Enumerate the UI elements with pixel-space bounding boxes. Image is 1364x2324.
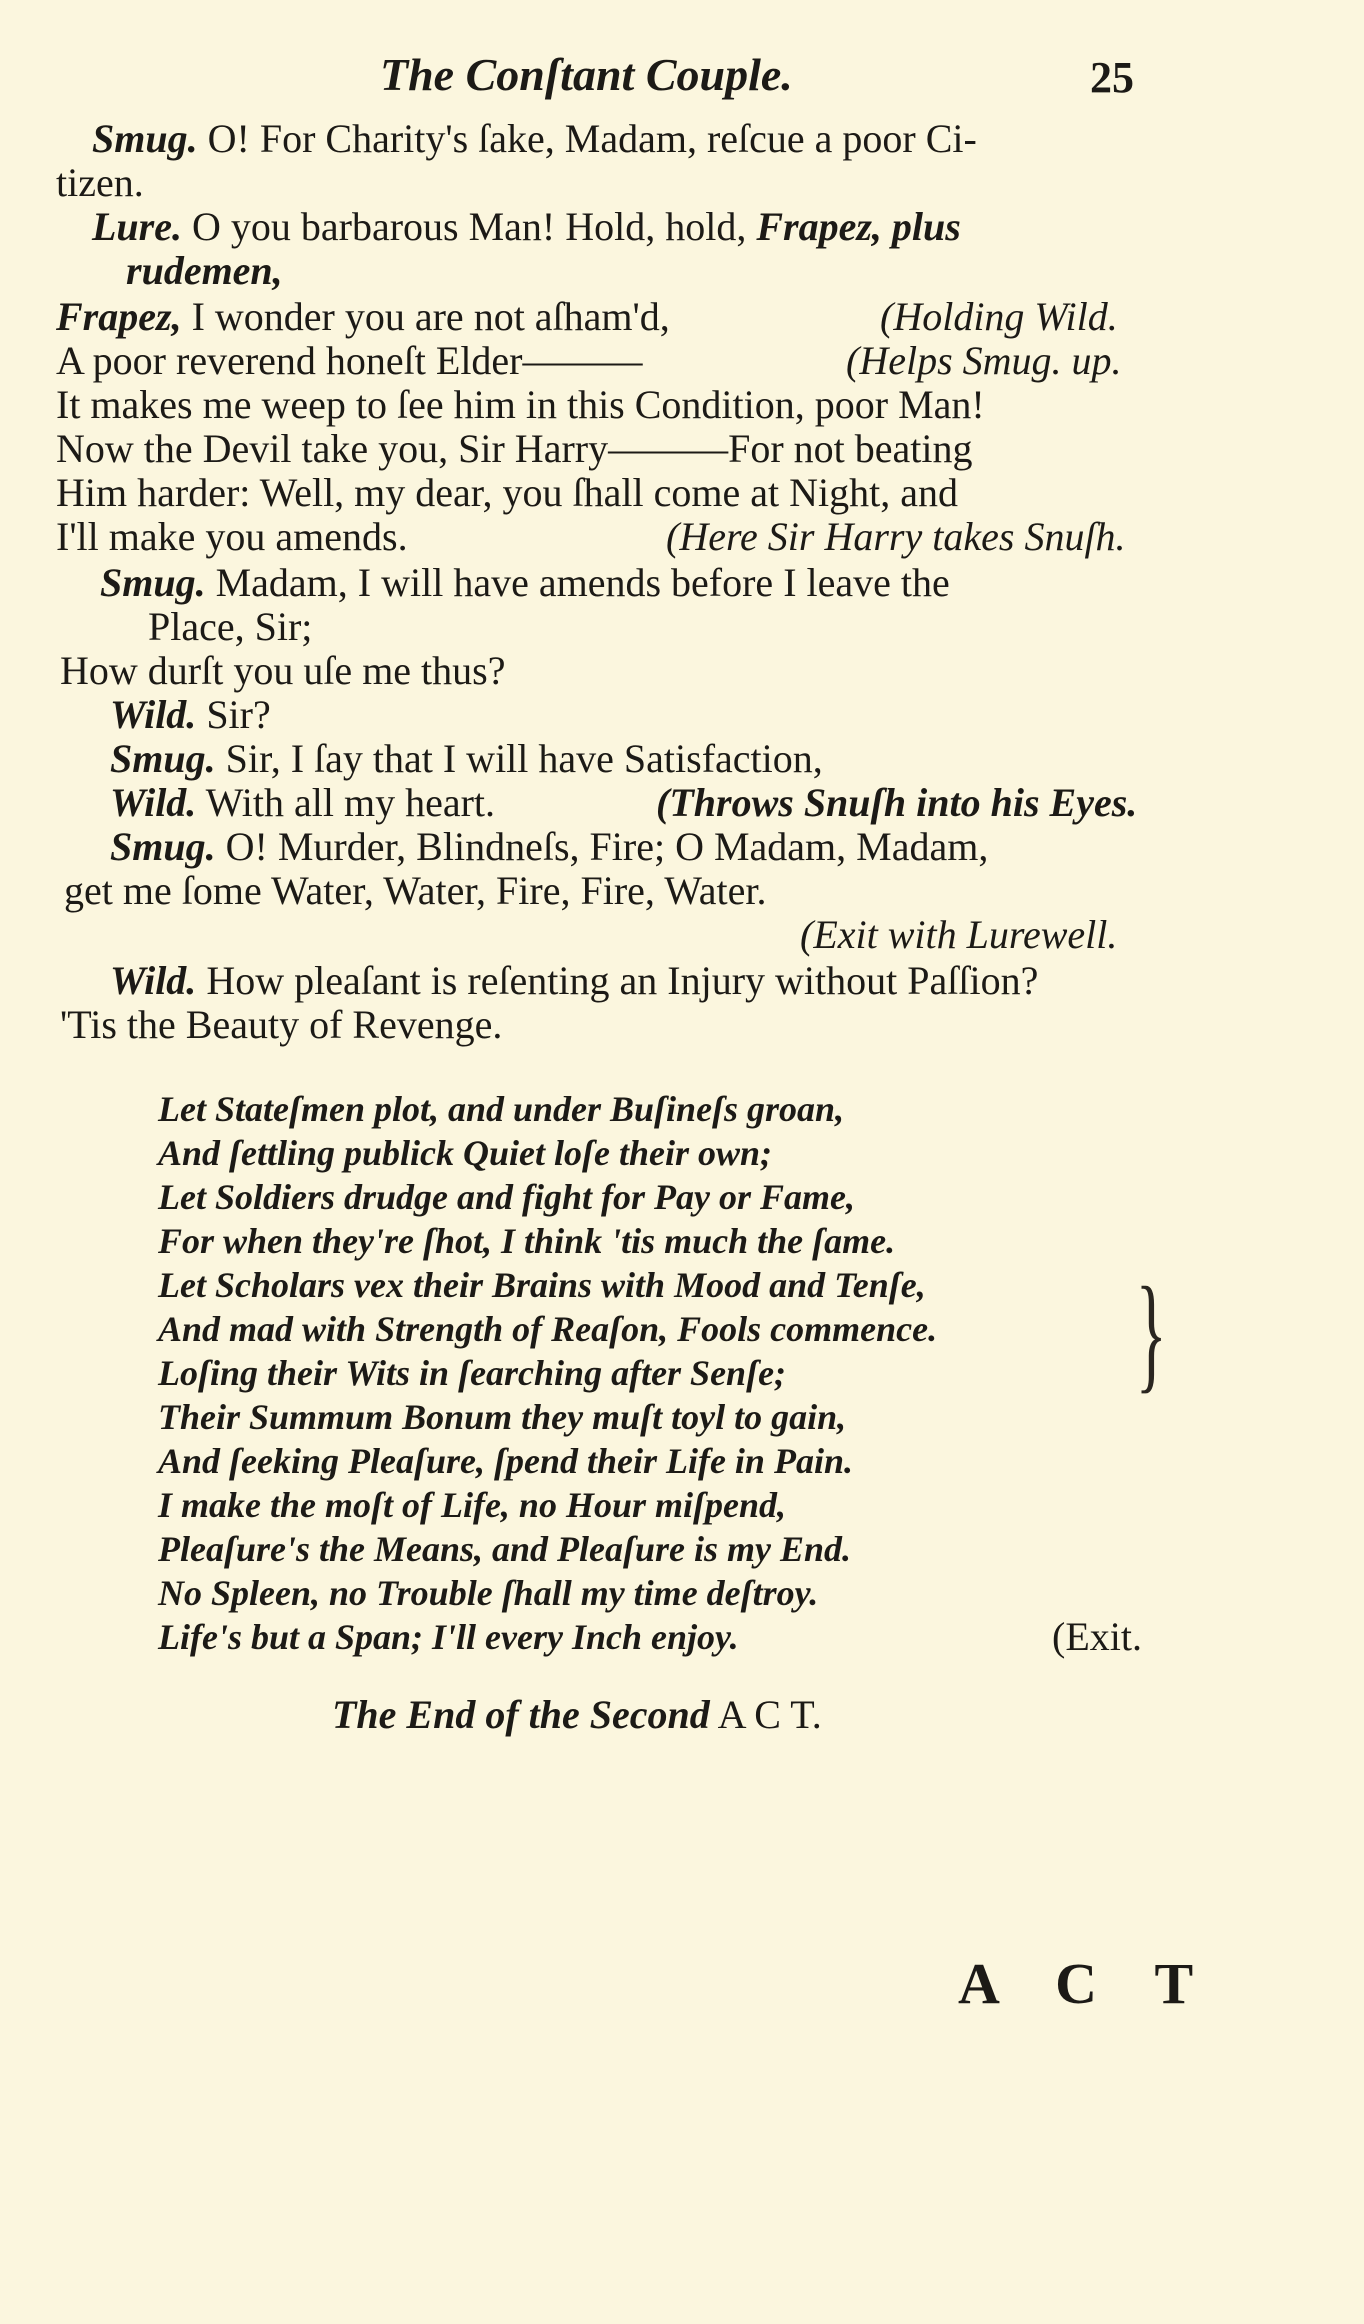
line-text: Him harder: Well, my dear, you ſhall come at Night, and <box>56 470 958 515</box>
song-line: And mad with Strength of Reaſon, Fools commence. <box>158 1309 938 1349</box>
speaker-name: Wild. <box>110 780 197 825</box>
text-line <box>56 470 958 516</box>
exit-direction: (Exit. <box>1052 1614 1142 1659</box>
song-line: For when they're ſhot, I think 'tis much the ſame. <box>158 1221 896 1261</box>
text-line <box>92 204 961 250</box>
text-line <box>56 338 643 384</box>
text-line <box>110 824 988 870</box>
text-line <box>110 958 1038 1004</box>
triplet-brace: } <box>1135 1261 1167 1405</box>
stage-direction: (Here Sir Harry takes Snuſh. <box>666 514 1126 559</box>
speaker-name: Wild. <box>110 692 197 737</box>
song-line: And ſettling publick Quiet loſe their own; <box>158 1133 773 1173</box>
page-header <box>0 48 1364 108</box>
song-line: Let Stateſmen plot, and under Buſineſs groan, <box>158 1089 845 1129</box>
song-line: Let Soldiers drudge and fight for Pay or Fame, <box>158 1177 856 1217</box>
line-text: Now the Devil take you, Sir Harry———For not beating <box>56 426 973 471</box>
line-text: Madam, I will have amends before I leave the <box>205 560 950 605</box>
catchword: A C T <box>958 1951 1216 2016</box>
text-line <box>148 604 312 650</box>
end-of-act-line <box>332 1692 822 1738</box>
text-line <box>56 382 985 428</box>
song-line: Pleaſure's the Means, and Pleaſure is my End. <box>158 1529 852 1569</box>
text-line <box>56 294 670 340</box>
stage-direction: (Helps Smug. up. <box>846 338 1122 383</box>
song-line: Loſing their Wits in ſearching after Senſe; <box>158 1353 787 1393</box>
line-text: Sir? <box>196 692 271 737</box>
line-text: With all my heart. <box>196 780 496 825</box>
text-line <box>64 868 766 914</box>
line-text: 'Tis the Beauty of Revenge. <box>60 1002 503 1047</box>
speaker-name: Smug. <box>92 116 198 161</box>
text-line <box>126 248 283 294</box>
text-line <box>60 648 506 694</box>
emphasis-text: Frapez, plus <box>756 204 961 249</box>
text-line <box>56 160 144 206</box>
song-line: I make the moſt of Life, no Hour miſpend, <box>158 1485 786 1525</box>
stage-direction: (Holding Wild. <box>880 294 1118 339</box>
text-line <box>56 426 973 472</box>
line-text: I wonder you are not aſham'd, <box>181 294 670 339</box>
speaker-name: Smug. <box>100 560 206 605</box>
stage-direction: (Throws Snuſh into his Eyes. <box>656 780 1138 825</box>
speaker-name: Frapez, <box>56 294 182 339</box>
song-line: Let Scholars vex their Brains with Mood and Tenſe, <box>158 1265 926 1305</box>
text-line <box>110 736 823 782</box>
stage-direction: (Exit with Lurewell. <box>800 912 1118 957</box>
text-line <box>60 1002 502 1048</box>
end-of-act-italic: The End of the Second <box>332 1692 710 1737</box>
end-of-act-roman: A C T. <box>709 1692 822 1737</box>
line-text: tizen. <box>56 160 144 205</box>
text-line <box>110 780 495 826</box>
text-line <box>56 514 408 560</box>
line-text: O! For Charity's ſake, Madam, reſcue a poor Ci- <box>197 116 977 161</box>
line-text: How pleaſant is reſenting an Injury without Paſſion? <box>196 958 1039 1003</box>
text-line <box>110 692 271 738</box>
line-text: A poor reverend honeſt Elder——— <box>56 338 643 383</box>
speaker-name: Wild. <box>110 958 197 1003</box>
page-number: 25 <box>1090 53 1134 102</box>
line-text: I'll make you amends. <box>56 514 408 559</box>
speaker-name: Smug. <box>110 736 216 781</box>
line-text: How durſt you uſe me thus? <box>60 648 506 693</box>
text-line <box>92 116 977 162</box>
speaker-name: Smug. <box>110 824 216 869</box>
line-text: Sir, I ſay that I will have Satisfaction, <box>215 736 823 781</box>
line-text: Place, Sir; <box>148 604 313 649</box>
line-text: O! Murder, Blindneſs, Fire; O Madam, Madam, <box>215 824 989 869</box>
line-text: get me ſome Water, Water, Fire, Fire, Water. <box>64 868 767 913</box>
running-title: The Conſtant Couple. <box>380 49 793 100</box>
text-line <box>100 560 950 606</box>
emphasis-text: rudemen, <box>126 248 283 293</box>
line-text: It makes me weep to ſee him in this Condition, poor Man! <box>56 382 985 427</box>
song-line: Life's but a Span; I'll every Inch enjoy. <box>158 1617 739 1657</box>
song-line: And ſeeking Pleaſure, ſpend their Life in Pain. <box>158 1441 853 1481</box>
speaker-name: Lure. <box>92 204 182 249</box>
song-line: Their Summum Bonum they muſt toyl to gain, <box>158 1397 847 1437</box>
song-line: No Spleen, no Trouble ſhall my time deſtroy. <box>158 1573 819 1613</box>
line-text: O you barbarous Man! Hold, hold, <box>182 204 757 249</box>
